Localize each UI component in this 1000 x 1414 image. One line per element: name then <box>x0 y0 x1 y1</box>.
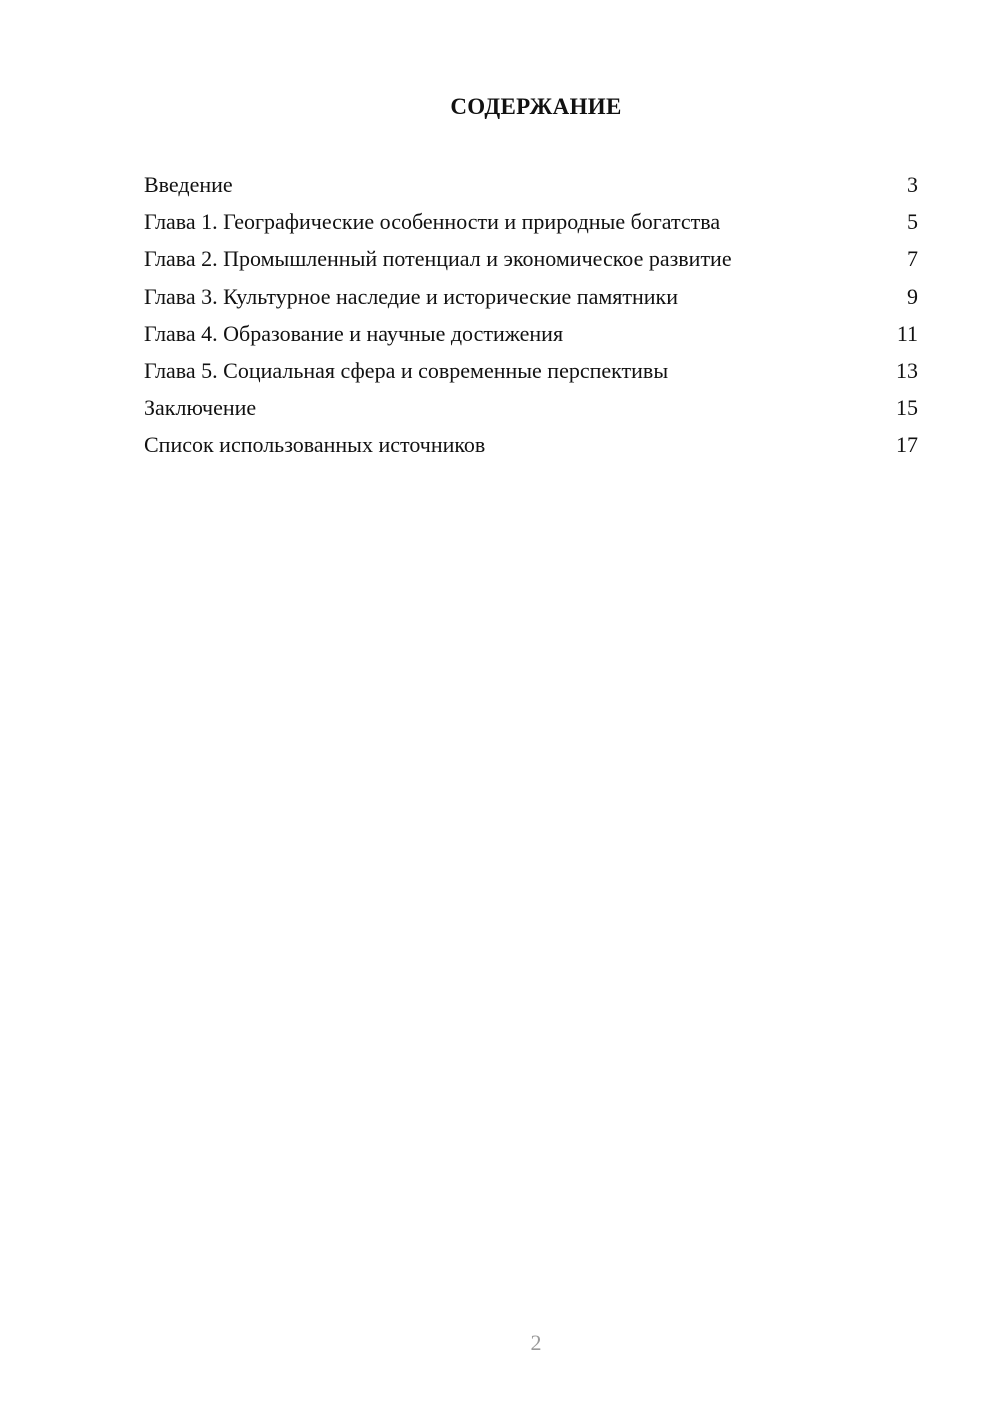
toc-entry-page: 3 <box>907 172 918 197</box>
toc-entry-page: 5 <box>907 209 918 235</box>
toc-entry-label: Список использованных источников <box>144 432 486 458</box>
toc-entry-introduction[interactable] <box>144 166 918 203</box>
toc-entry-label: Глава 3. Культурное наследие и исторические памятники <box>144 283 678 309</box>
toc-entry-label: Заключение <box>144 395 257 421</box>
toc-title: СОДЕРЖАНИЕ <box>450 94 622 119</box>
toc-entry-chapter-5[interactable] <box>144 352 918 389</box>
toc-entry-chapter-3[interactable] <box>144 278 918 315</box>
toc-entry-label: Глава 4. Образование и научные достижения <box>144 320 564 346</box>
toc-entry-conclusion[interactable] <box>144 389 918 426</box>
toc-list <box>144 166 918 464</box>
page-number: 2 <box>530 1330 542 1355</box>
toc-entry-label: Глава 1. Географические особенности и природные богатства <box>144 209 721 235</box>
toc-entry-page: 11 <box>896 320 918 346</box>
toc-entry-chapter-4[interactable] <box>144 315 918 352</box>
toc-entry-chapter-1[interactable] <box>144 203 918 240</box>
toc-entry-label: Введение <box>144 172 233 197</box>
toc-entry-label: Глава 5. Социальная сфера и современные перспективы <box>144 357 669 383</box>
toc-entry-page: 7 <box>907 246 918 272</box>
toc-entry-page: 15 <box>896 395 918 421</box>
toc-entry-label: Глава 2. Промышленный потенциал и экономическое развитие <box>144 246 732 272</box>
toc-entry-page: 17 <box>896 432 918 458</box>
toc-entry-chapter-2[interactable] <box>144 240 918 277</box>
toc-entry-page: 9 <box>907 283 918 309</box>
toc-entry-references[interactable] <box>144 426 918 463</box>
toc-entry-page: 13 <box>896 357 918 383</box>
